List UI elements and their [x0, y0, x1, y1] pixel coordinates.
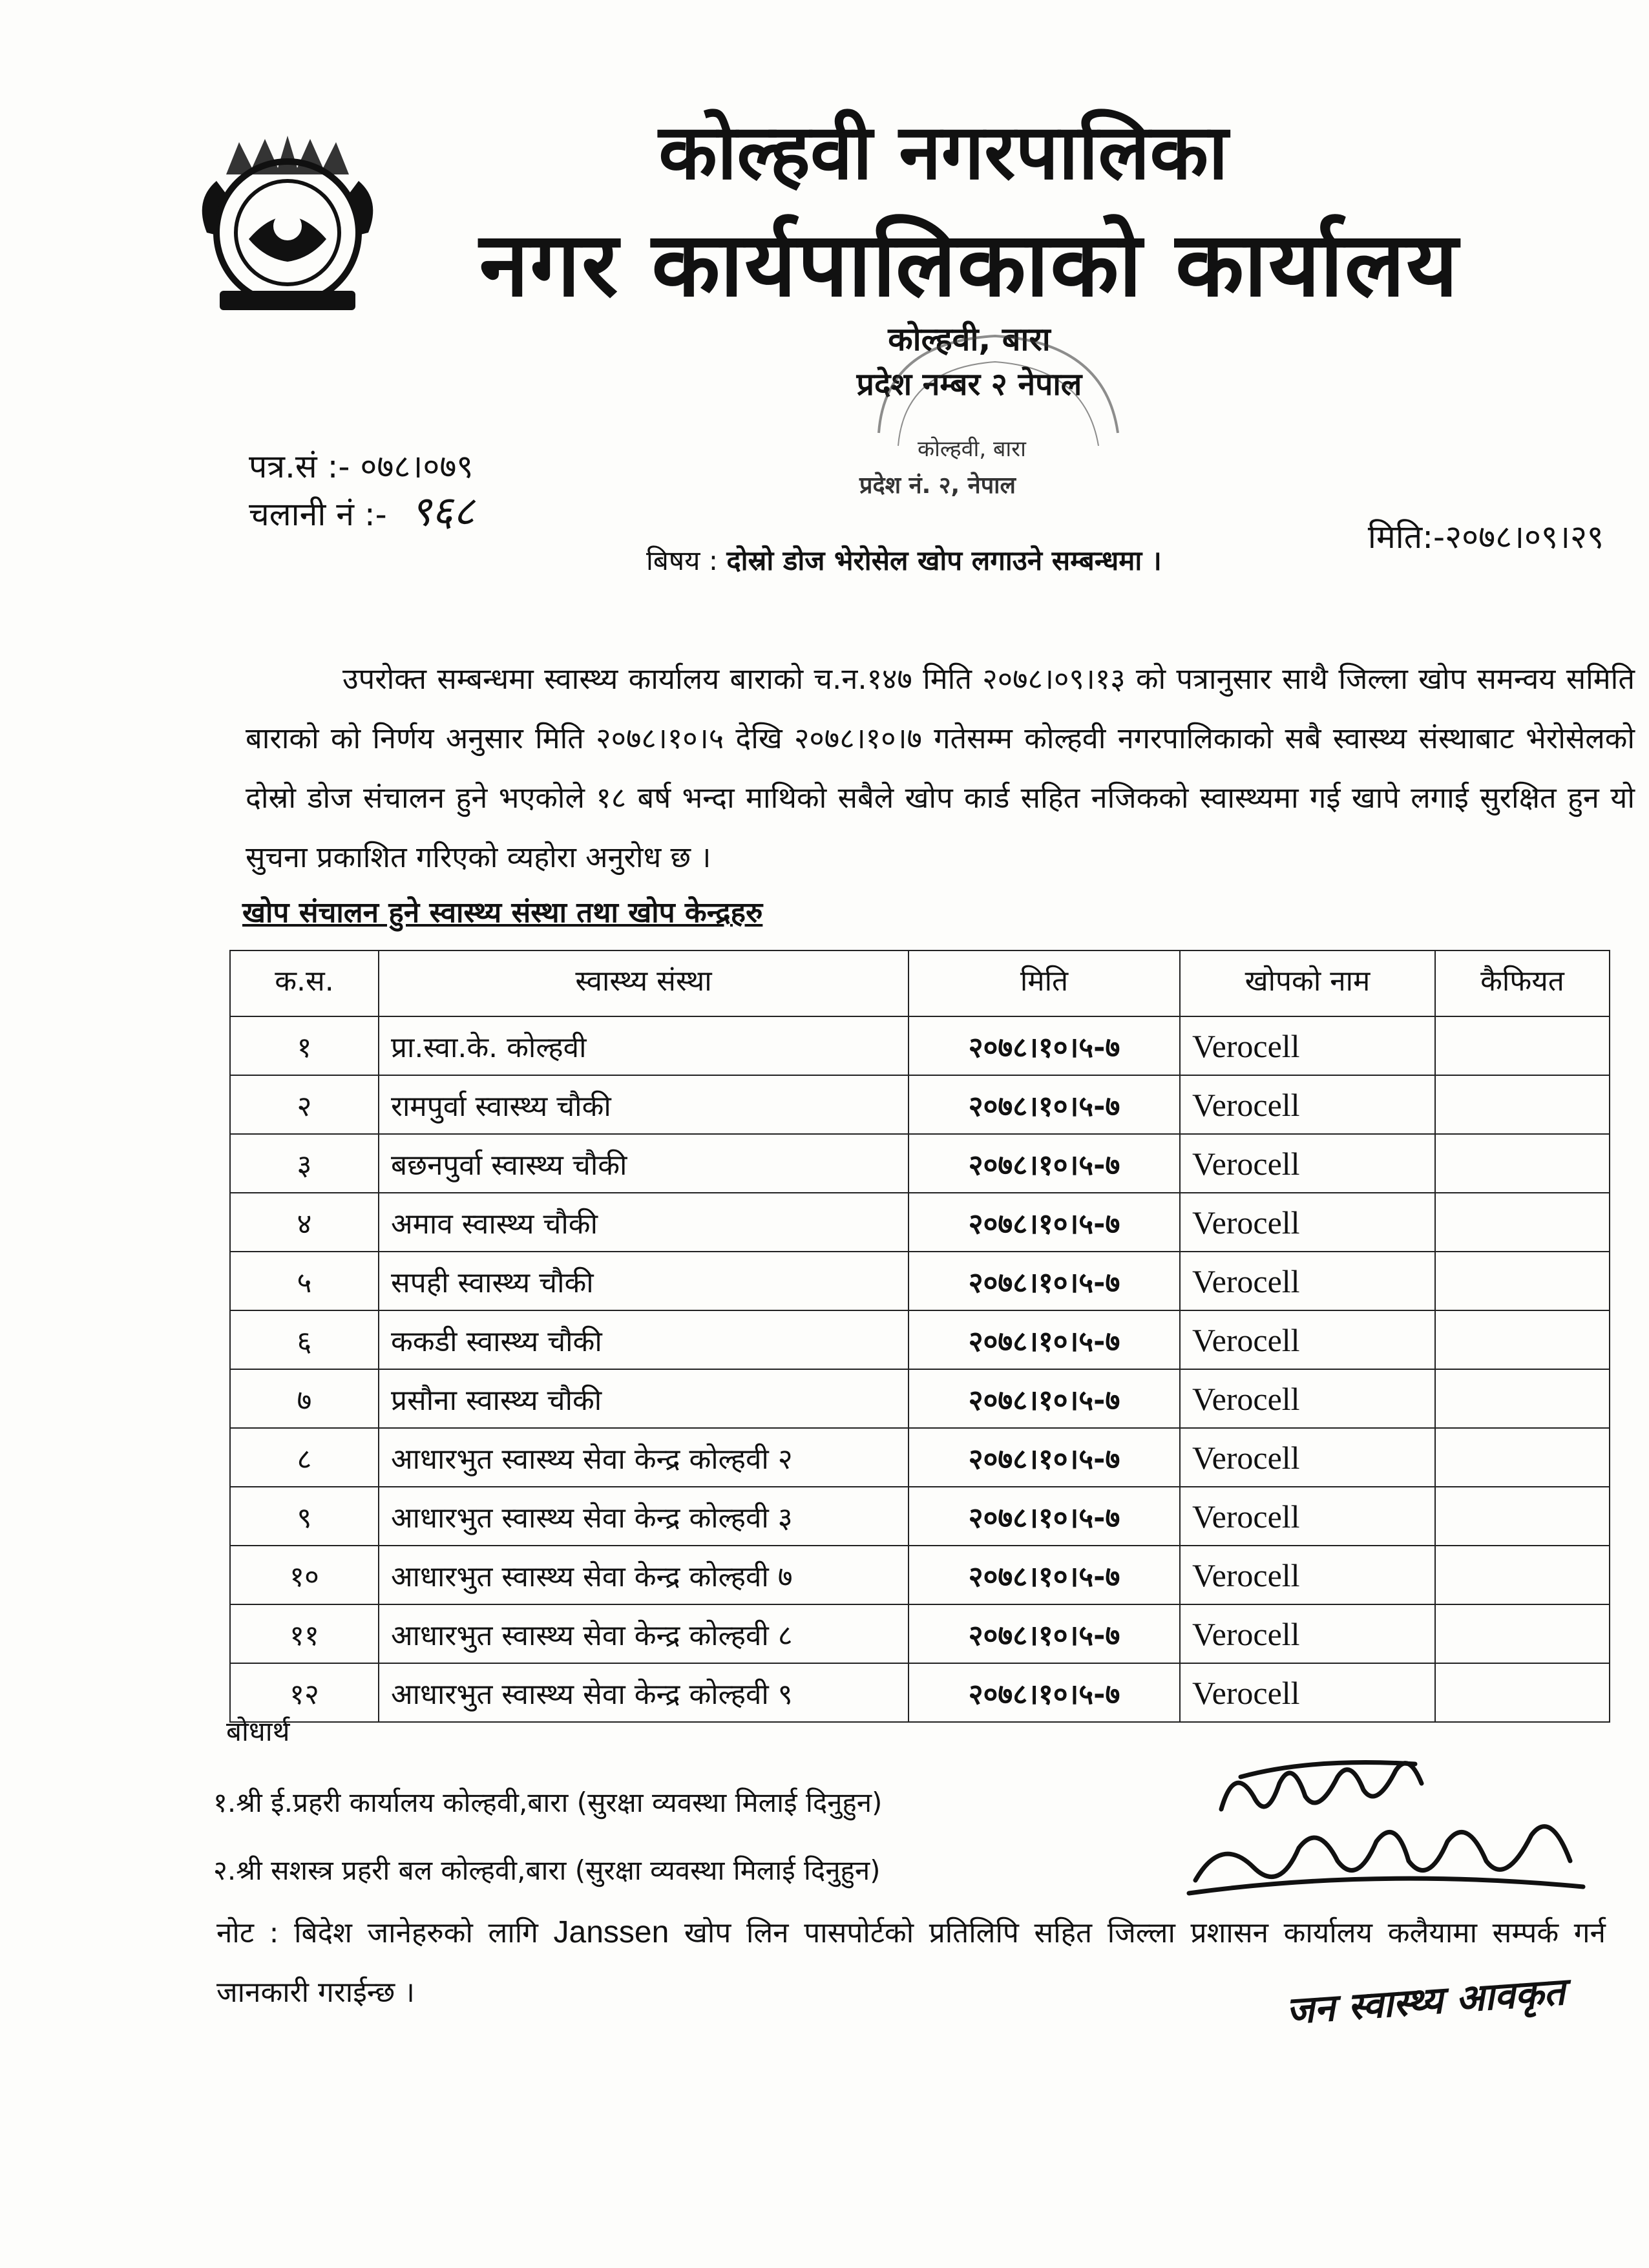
- cell-remarks: [1435, 1604, 1610, 1663]
- cc-item: २.श्री सशस्त्र प्रहरी बल कोल्हवी,बारा (सुरक्षा व्यवस्था मिलाई दिनुहुन): [213, 1854, 881, 1886]
- table-row: [230, 1075, 1610, 1134]
- note-prefix: नोट : बिदेश जानेहरुको लागि: [216, 1916, 554, 1949]
- subject-label: बिषय :: [646, 545, 718, 576]
- cell-remarks: [1435, 1663, 1610, 1722]
- body-paragraph: उपरोक्त सम्बन्धमा स्वास्थ्य कार्यालय बाराको च.न.१४७ मिति २०७८।०९।१३ को पत्रानुसार साथै जिल्ला खोप समन्वय समिति बाराको को निर्णय अनुसार मिति २०७८।१०।५ देखि २०७८।१०।७ गतेसम्म कोल्हवी नगरपालिकाको सबै स्वास्थ्य संस्थाबाट भेरोसेलको दोस्रो डोज संचालन हुने भएकोले १८ बर्ष भन्दा माथिको सबैले खोप कार्ड सहित नजिकको स्वास्थ्यमा गई खापे लगाई सुरक्षित हुन यो सुचना प्रकाशित गरिएको व्यहोरा अनुरोध छ ।: [246, 662, 1635, 874]
- header-facility: स्वास्थ्य संस्था: [379, 950, 909, 1016]
- cell-vaccine: Verocell: [1180, 1663, 1435, 1722]
- table-row: [230, 1546, 1610, 1604]
- cell-date: २०७८।१०।५-७: [909, 1663, 1180, 1722]
- cell-vaccine: Verocell: [1180, 1075, 1435, 1134]
- cell-facility: रामपुर्वा स्वास्थ्य चौकी: [379, 1075, 909, 1134]
- cell-facility: आधारभुत स्वास्थ्य सेवा केन्द्र कोल्हवी २: [379, 1428, 909, 1487]
- cell-vaccine: Verocell: [1180, 1428, 1435, 1487]
- note-suffix: खोप लिन पासपोर्टको प्रतिलिपि सहित जिल्ला प्रशासन कार्यालय कलैयामा सम्पर्क गर्न जानकारी गराईन्छ ।: [216, 1916, 1606, 2009]
- cell-date: २०७८।१०।५-७: [909, 1016, 1180, 1075]
- cell-vaccine: Verocell: [1180, 1546, 1435, 1604]
- header-remarks: कैफियत: [1435, 950, 1610, 1016]
- dispatch-number-label: चलानी नं :-: [249, 496, 387, 533]
- cell-remarks: [1435, 1428, 1610, 1487]
- table-row: [230, 1487, 1610, 1546]
- table-row: [230, 1604, 1610, 1663]
- cell-sn: १: [230, 1016, 379, 1075]
- table-row: [230, 1310, 1610, 1369]
- cell-sn: ९: [230, 1487, 379, 1546]
- cell-facility: आधारभुत स्वास्थ्य सेवा केन्द्र कोल्हवी ८: [379, 1604, 909, 1663]
- table-row: [230, 1369, 1610, 1428]
- cell-date: २०७८।१०।५-७: [909, 1546, 1180, 1604]
- cell-facility: आधारभुत स्वास्थ्य सेवा केन्द्र कोल्हवी ७: [379, 1546, 909, 1604]
- cell-date: २०७८।१०।५-७: [909, 1428, 1180, 1487]
- cell-date: २०७८।१०।५-७: [909, 1134, 1180, 1193]
- subject-line: [646, 541, 1162, 578]
- table-row: [230, 1193, 1610, 1252]
- cell-remarks: [1435, 1369, 1610, 1428]
- cell-remarks: [1435, 1075, 1610, 1134]
- table-header-row: [230, 950, 1610, 1016]
- letter-number-label: पत्र.सं :-: [249, 448, 350, 485]
- subject-text: दोस्रो डोज भेरोसेल खोप लगाउने सम्बन्धमा ।: [726, 545, 1162, 576]
- header-sn: क.स.: [230, 950, 379, 1016]
- seal-line-province: प्रदेश नं. २, नेपाल: [859, 472, 1016, 499]
- office-name: नगर कार्यपालिकाको कार्यालय: [479, 213, 1460, 317]
- seal-line-location: कोल्हवी, बारा: [918, 436, 1026, 462]
- letter-number: [249, 446, 473, 487]
- cell-remarks: [1435, 1134, 1610, 1193]
- cell-date: २०७८।१०।५-७: [909, 1075, 1180, 1134]
- cell-sn: ११: [230, 1604, 379, 1663]
- cell-date: २०७८।१०।५-७: [909, 1604, 1180, 1663]
- office-province: प्रदेश नम्बर २ नेपाल: [856, 366, 1082, 403]
- table-row: [230, 1016, 1610, 1075]
- header-vaccine: खोपको नाम: [1180, 950, 1435, 1016]
- dispatch-number: [249, 488, 475, 536]
- cell-date: २०७८।१०।५-७: [909, 1487, 1180, 1546]
- cell-vaccine: Verocell: [1180, 1604, 1435, 1663]
- cell-vaccine: Verocell: [1180, 1252, 1435, 1310]
- cc-heading: बोधार्थ: [226, 1716, 290, 1747]
- nepal-emblem-icon: [181, 129, 394, 323]
- cell-sn: १०: [230, 1546, 379, 1604]
- cell-sn: ८: [230, 1428, 379, 1487]
- table-row: [230, 1663, 1610, 1722]
- table-title: खोप संचालन हुने स्वास्थ्य संस्था तथा खोप केन्द्रहरु: [242, 896, 763, 929]
- cell-vaccine: Verocell: [1180, 1487, 1435, 1546]
- cell-remarks: [1435, 1016, 1610, 1075]
- cell-facility: प्रा.स्वा.के. कोल्हवी: [379, 1016, 909, 1075]
- cell-sn: ६: [230, 1310, 379, 1369]
- cell-sn: १२: [230, 1663, 379, 1722]
- signatory-stamp: जन स्वास्थ्य आवकृत: [1285, 1969, 1567, 2033]
- cell-sn: ५: [230, 1252, 379, 1310]
- cell-vaccine: Verocell: [1180, 1310, 1435, 1369]
- dispatch-number-value: ९६८: [410, 488, 475, 536]
- letter-date: मिति:-२०७८।०९।२९: [1367, 518, 1604, 556]
- handwritten-signature: [1182, 1738, 1602, 1906]
- cell-vaccine: Verocell: [1180, 1134, 1435, 1193]
- cell-vaccine: Verocell: [1180, 1193, 1435, 1252]
- cell-sn: २: [230, 1075, 379, 1134]
- cell-facility: अमाव स्वास्थ्य चौकी: [379, 1193, 909, 1252]
- cell-facility: आधारभुत स्वास्थ्य सेवा केन्द्र कोल्हवी ३: [379, 1487, 909, 1546]
- header-date: मिति: [909, 950, 1180, 1016]
- municipality-name: कोल्हवी नगरपालिका: [658, 107, 1228, 196]
- cell-vaccine: Verocell: [1180, 1369, 1435, 1428]
- vaccination-centers-table: [229, 950, 1610, 1723]
- cell-date: २०७८।१०।५-७: [909, 1252, 1180, 1310]
- cc-item: १.श्री ई.प्रहरी कार्यालय कोल्हवी,बारा (सुरक्षा व्यवस्था मिलाई दिनुहुन): [213, 1787, 883, 1818]
- cell-facility: सपही स्वास्थ्य चौकी: [379, 1252, 909, 1310]
- cell-facility: बछनपुर्वा स्वास्थ्य चौकी: [379, 1134, 909, 1193]
- cell-sn: ३: [230, 1134, 379, 1193]
- cell-sn: ४: [230, 1193, 379, 1252]
- letter-number-value: ०७८।०७९: [360, 448, 474, 485]
- cell-facility: प्रसौना स्वास्थ्य चौकी: [379, 1369, 909, 1428]
- cell-date: २०७८।१०।५-७: [909, 1310, 1180, 1369]
- cell-facility: आधारभुत स्वास्थ्य सेवा केन्द्र कोल्हवी ९: [379, 1663, 909, 1722]
- note-vaccine-name: Janssen: [553, 1915, 669, 1949]
- table-row: [230, 1252, 1610, 1310]
- cell-date: २०७८।१०।५-७: [909, 1193, 1180, 1252]
- table-row: [230, 1428, 1610, 1487]
- cell-sn: ७: [230, 1369, 379, 1428]
- office-location: कोल्हवी, बारा: [888, 320, 1051, 358]
- cell-remarks: [1435, 1193, 1610, 1252]
- cell-vaccine: Verocell: [1180, 1016, 1435, 1075]
- table-row: [230, 1134, 1610, 1193]
- cell-facility: ककडी स्वास्थ्य चौकी: [379, 1310, 909, 1369]
- cell-remarks: [1435, 1252, 1610, 1310]
- cell-remarks: [1435, 1310, 1610, 1369]
- cell-remarks: [1435, 1487, 1610, 1546]
- cell-date: २०७८।१०।५-७: [909, 1369, 1180, 1428]
- cell-remarks: [1435, 1546, 1610, 1604]
